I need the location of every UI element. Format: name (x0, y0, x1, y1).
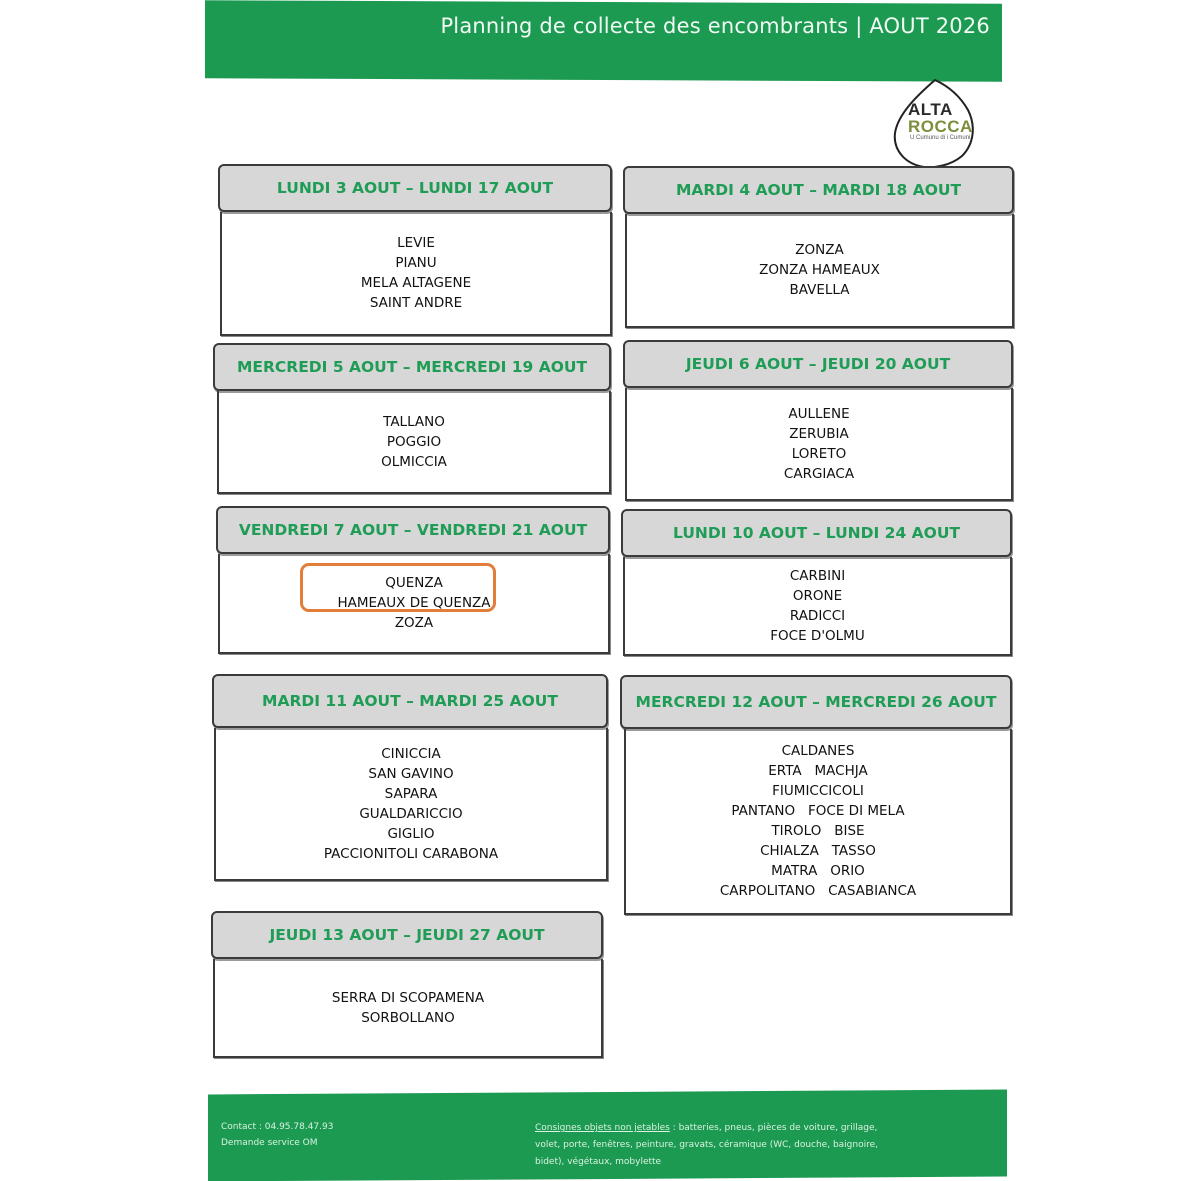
commune-item: LORETO (791, 445, 847, 462)
commune-item: TALLANO (383, 413, 445, 430)
collection-block (620, 675, 1012, 915)
commune-item: PACCIONITOLI CARABONA (323, 845, 499, 862)
block-commune-list (217, 391, 611, 494)
contact-service: Demande service OM (221, 1138, 318, 1148)
logo-text-rocca: ROCCA (908, 117, 973, 136)
commune-item: PANTANO FOCE DI MELA (731, 803, 905, 819)
alta-rocca-logo (890, 78, 980, 170)
commune-item: SAPARA (384, 785, 438, 802)
commune-item: MATRA ORIO (771, 863, 865, 879)
commune-item: GIGLIO (387, 825, 435, 842)
collection-block (621, 509, 1012, 656)
page-title: Planning de collecte des encombrants | AOUT 2026 (440, 14, 990, 38)
block-date-header: MARDI 4 AOUT – MARDI 18 AOUT (623, 166, 1014, 214)
commune-item: ZONZA (795, 242, 844, 258)
commune-item: POGGIO (386, 433, 442, 450)
commune-item: OLMICCIA (381, 453, 447, 470)
block-commune-list (624, 729, 1012, 915)
commune-item: CARPOLITANO CASABIANCA (719, 883, 917, 899)
commune-item: PIANU (395, 255, 437, 271)
commune-item: SAINT ANDRE (369, 295, 463, 311)
commune-item: ORONE (792, 587, 843, 604)
commune-item: CARGIACA (783, 465, 855, 482)
block-commune-list (625, 214, 1014, 328)
block-date-header: JEUDI 6 AOUT – JEUDI 20 AOUT (623, 340, 1013, 388)
highlight-box (300, 563, 496, 612)
commune-item: LEVIE (397, 235, 435, 251)
commune-item: CALDANES (781, 743, 855, 759)
block-date-header: LUNDI 3 AOUT – LUNDI 17 AOUT (218, 164, 612, 212)
commune-item: FIUMICCICOLI (772, 783, 864, 799)
commune-item: MELA ALTAGENE (360, 275, 472, 291)
block-commune-list (213, 959, 603, 1058)
commune-item: BAVELLA (789, 282, 850, 298)
consignes-label: Consignes objets non jetables (535, 1123, 670, 1133)
collection-block (211, 911, 603, 1058)
collection-block (218, 164, 612, 336)
commune-item: SAN GAVINO (368, 765, 454, 782)
block-date-header: MERCREDI 12 AOUT – MERCREDI 26 AOUT (620, 675, 1012, 729)
commune-item: AULLENE (788, 405, 850, 422)
commune-item: GUALDARICCIO (359, 805, 463, 822)
commune-item: RADICCI (789, 607, 846, 624)
commune-item: CINICCIA (381, 745, 441, 762)
commune-item: CHIALZA TASSO (760, 843, 876, 859)
block-commune-list (625, 388, 1013, 501)
logo-tagline: U Cumunu di i Cumuni (910, 135, 971, 141)
consignes-text: : batteries, pneus, pièces de voiture, grillage, volet, porte, fenêtres, peinture, gravats, céramique (WC, douche, baignoire, bidet), végétaux, mobylette (535, 1123, 878, 1167)
commune-item: SERRA DI SCOPAMENA (331, 989, 485, 1006)
commune-item: ERTA MACHJA (768, 763, 868, 779)
commune-item: HAMEAUX DE QUENZA (337, 595, 491, 611)
commune-item: CARBINI (789, 567, 846, 584)
commune-item: TIROLO BISE (771, 823, 865, 839)
footer-consignes (535, 1120, 905, 1171)
block-date-header: VENDREDI 7 AOUT – VENDREDI 21 AOUT (216, 506, 610, 554)
block-commune-list (214, 728, 608, 881)
collection-block (212, 674, 608, 881)
block-date-header: JEUDI 13 AOUT – JEUDI 27 AOUT (211, 911, 603, 959)
footer-contact (221, 1119, 333, 1151)
logo-text-alta: ALTA (908, 100, 953, 119)
block-date-header: LUNDI 10 AOUT – LUNDI 24 AOUT (621, 509, 1012, 557)
commune-item: ZOZA (394, 615, 434, 631)
commune-item: ZERUBIA (789, 425, 849, 442)
collection-block (623, 340, 1013, 501)
header-banner (205, 0, 1002, 81)
commune-item: FOCE D'OLMU (770, 627, 865, 644)
block-date-header: MERCREDI 5 AOUT – MERCREDI 19 AOUT (213, 343, 611, 391)
collection-block (623, 166, 1014, 328)
block-commune-list (623, 557, 1012, 656)
block-date-header: MARDI 11 AOUT – MARDI 25 AOUT (212, 674, 608, 728)
contact-phone: Contact : 04.95.78.47.93 (221, 1122, 334, 1132)
commune-item: QUENZA (385, 575, 443, 591)
collection-block (213, 343, 611, 494)
commune-item: SORBOLLANO (361, 1009, 455, 1026)
block-commune-list (220, 212, 612, 336)
commune-item: ZONZA HAMEAUX (759, 262, 880, 278)
